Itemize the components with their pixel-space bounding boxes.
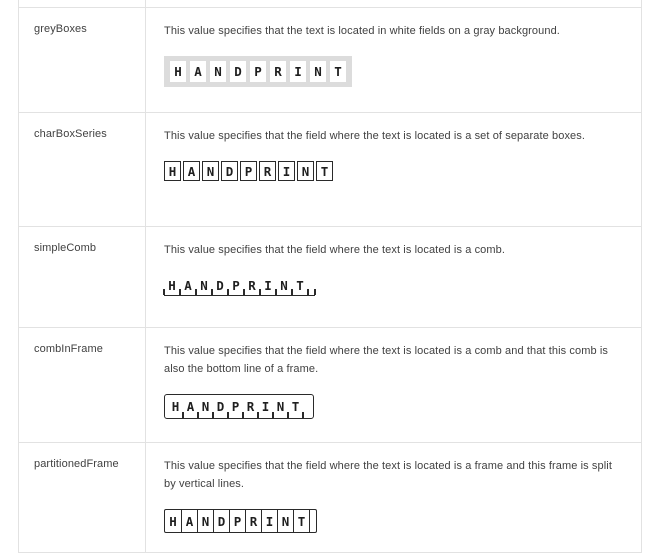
letter-cell: N bbox=[202, 161, 219, 181]
letter-cell: R bbox=[243, 396, 258, 417]
letter-cell: N bbox=[197, 510, 213, 532]
letter-cell: I bbox=[260, 275, 276, 296]
letter-cell: A bbox=[181, 510, 197, 532]
letter-cell: T bbox=[293, 510, 309, 532]
description-cell bbox=[145, 113, 641, 226]
value-description: This value specifies that the field where the text is located is a comb. bbox=[164, 244, 506, 256]
letter-cell: N bbox=[297, 161, 314, 181]
handprint-example-greyboxes bbox=[164, 56, 352, 87]
letter-cell: D bbox=[212, 275, 228, 296]
value-name: partitionedFrame bbox=[34, 458, 119, 470]
letter-cell: A bbox=[180, 275, 196, 296]
value-name: charBoxSeries bbox=[34, 128, 107, 140]
handprint-example-charboxseries bbox=[164, 161, 333, 181]
letter-cell: N bbox=[198, 396, 213, 417]
letter-cell: D bbox=[213, 396, 228, 417]
letter-cell: P bbox=[240, 161, 257, 181]
letter-cell: N bbox=[310, 61, 326, 82]
letter-cell: N bbox=[277, 510, 293, 532]
description-cell bbox=[145, 328, 641, 442]
letter-cell: D bbox=[230, 61, 246, 82]
letter-cell: T bbox=[316, 161, 333, 181]
letter-cell: N bbox=[210, 61, 226, 82]
letter-cell: P bbox=[229, 510, 245, 532]
previous-row-sliver bbox=[19, 0, 641, 8]
table-row-simplecomb bbox=[19, 227, 641, 328]
letter-cell: H bbox=[164, 161, 181, 181]
value-name: combInFrame bbox=[34, 343, 103, 355]
letter-cell: R bbox=[244, 275, 260, 296]
value-description: This value specifies that the field where the text is located is a set of separate boxes. bbox=[164, 130, 586, 142]
value-name: greyBoxes bbox=[34, 23, 87, 35]
description-cell bbox=[145, 443, 641, 553]
letter-cell: N bbox=[273, 396, 288, 417]
field-type-doc-table bbox=[18, 0, 642, 553]
handprint-example-combinframe bbox=[164, 394, 314, 419]
letter-cell: N bbox=[276, 275, 292, 296]
trailing-empty-cell bbox=[309, 510, 316, 532]
trailing-empty-cell bbox=[308, 275, 315, 296]
letter-cell: T bbox=[330, 61, 346, 82]
handprint-example-partitionedframe bbox=[164, 509, 317, 533]
letter-cell: T bbox=[288, 396, 303, 417]
table-row-combinframe bbox=[19, 328, 641, 443]
value-description: This value specifies that the field where the text is located is a comb and that this comb is also the bottom line of a frame. bbox=[164, 345, 609, 375]
description-cell bbox=[145, 8, 641, 112]
letter-cell: P bbox=[228, 275, 244, 296]
letter-cell: D bbox=[213, 510, 229, 532]
letter-cell: I bbox=[278, 161, 295, 181]
letter-cell: I bbox=[261, 510, 277, 532]
description-cell bbox=[145, 227, 641, 327]
letter-cell: R bbox=[259, 161, 276, 181]
letter-cell: H bbox=[170, 61, 186, 82]
letter-cell: A bbox=[190, 61, 206, 82]
letter-cell: R bbox=[245, 510, 261, 532]
letter-cell: I bbox=[290, 61, 306, 82]
letter-cell: N bbox=[196, 275, 212, 296]
letter-cell: T bbox=[292, 275, 308, 296]
letter-cell: I bbox=[258, 396, 273, 417]
letter-cell: H bbox=[169, 513, 177, 529]
letter-cell: R bbox=[270, 61, 286, 82]
trailing-empty-cell bbox=[303, 396, 310, 417]
table-row-partitionedframe bbox=[19, 443, 641, 553]
letter-cell: H bbox=[171, 399, 180, 414]
value-description: This value specifies that the text is located in white fields on a gray background. bbox=[164, 25, 560, 37]
letter-cell: H bbox=[164, 275, 180, 296]
table-row-charboxseries bbox=[19, 113, 641, 227]
value-description: This value specifies that the field where the text is located is a frame and this frame is split by vertical lines. bbox=[164, 460, 612, 490]
letter-cell: P bbox=[250, 61, 266, 82]
letter-cell: A bbox=[183, 161, 200, 181]
table-row-greyboxes bbox=[19, 8, 641, 113]
handprint-example-simplecomb bbox=[164, 275, 315, 296]
letter-cell: D bbox=[221, 161, 238, 181]
letter-cell: A bbox=[183, 396, 198, 417]
value-name: simpleComb bbox=[34, 242, 97, 254]
letter-cell: P bbox=[228, 396, 243, 417]
